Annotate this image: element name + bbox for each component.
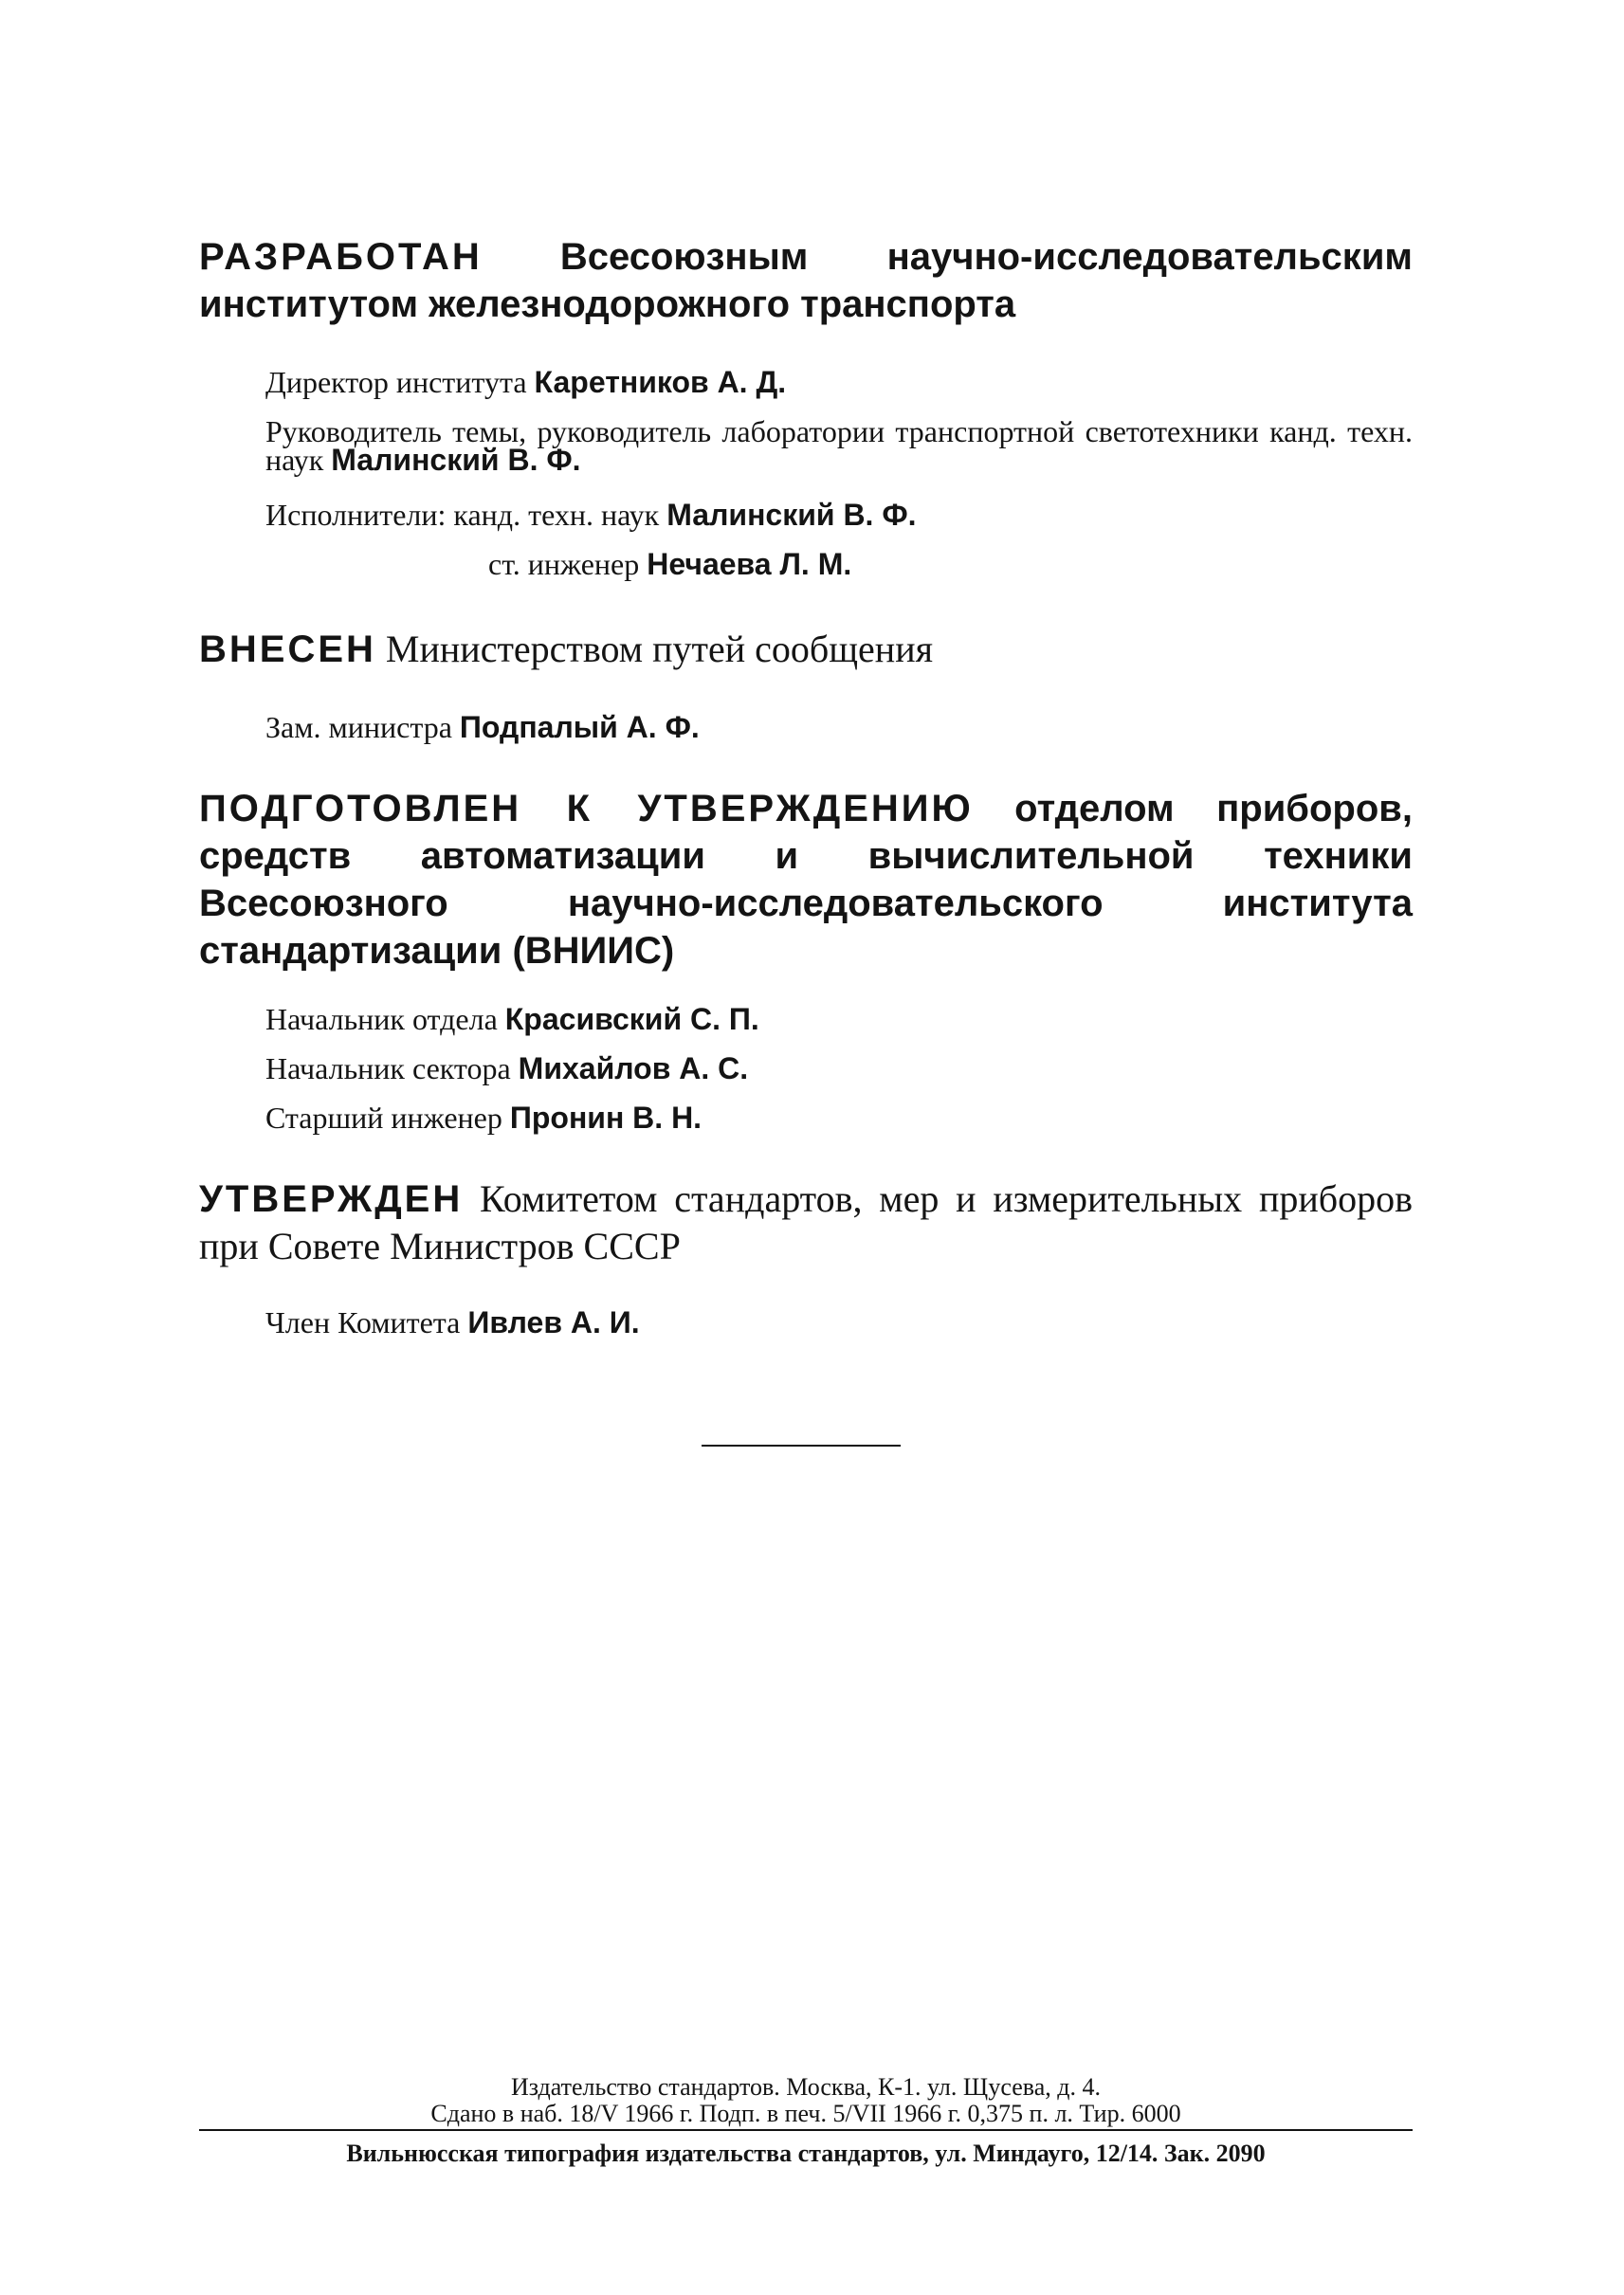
role: Старший инженер [265, 1101, 502, 1135]
section-podgotovlen-heading [199, 785, 1413, 974]
person-name: Подпалый А. Ф. [459, 710, 700, 744]
person-name: Пронин В. Н. [509, 1101, 703, 1135]
section-utverzhden-heading [199, 1175, 1413, 1270]
person-name: Ивлев А. И. [467, 1305, 640, 1339]
role: Директор института [265, 365, 527, 399]
role: Начальник сектора [265, 1051, 511, 1085]
person-name: Нечаева Л. М. [647, 547, 852, 581]
deputy-line [265, 710, 1413, 744]
executors-line-2 [488, 547, 1341, 581]
separator-rule [702, 1445, 901, 1447]
section-vnesen-heading [199, 626, 1413, 673]
member-line [265, 1305, 1413, 1339]
imprint-rule [199, 2129, 1413, 2131]
section-razrabotan-heading [199, 233, 1413, 328]
imprint-publisher: Издательство стандартов. Москва, К-1. ул. Щусева, д. 4. [510, 2073, 1102, 2101]
person-name: Малинский В. Ф. [666, 498, 917, 532]
role: Руководитель темы, руководитель лаборатории транспортной светотехники канд. техн. наук [265, 414, 1413, 477]
section-text: Комитетом стандартов, мер и измерительных приборов при Совете Министров СССР [199, 1177, 1414, 1267]
role: Зам. министра [265, 710, 452, 744]
section-title: ВНЕСЕН [199, 628, 376, 670]
person-name: Михайлов А. С. [518, 1051, 749, 1085]
section-title: УТВЕРЖДЕН [199, 1178, 464, 1220]
role: ст. инженер [488, 547, 640, 581]
leader-line [265, 414, 1413, 477]
role: Член Комитета [265, 1305, 461, 1339]
role: Начальник отдела [265, 1002, 498, 1036]
imprint-printer: Вильнюсская типография издательства стандартов, ул. Миндауго, 12/14. Зак. 2090 [346, 2140, 1266, 2167]
role: Исполнители: канд. техн. наук [265, 498, 660, 532]
person-name: Каретников А. Д. [534, 365, 787, 399]
executors-line [265, 498, 1413, 532]
section-title: РАЗРАБОТАН [199, 236, 483, 278]
engineer-line [265, 1101, 1413, 1135]
section-title: ПОДГОТОВЛЕН К УТВЕРЖДЕНИЮ [199, 788, 974, 829]
section-text: Всесоюзным научно-исследовательским институтом железнодорожного транспорта [199, 236, 1414, 325]
person-name: Красивский С. П. [504, 1002, 759, 1036]
director-line [265, 365, 1413, 399]
section-text: отделом приборов, средств автоматизации и вычислительной техники Всесоюзного научно-исследовательского института стандартизации (ВНИИС) [199, 788, 1413, 972]
head-line [265, 1002, 1413, 1036]
person-name: Малинский В. Ф. [331, 443, 581, 477]
section-text: Министерством путей сообщения [385, 628, 933, 670]
sector-line [265, 1051, 1413, 1085]
imprint-print-info: Сдано в наб. 18/V 1966 г. Подп. в печ. 5/VII 1966 г. 0,375 п. л. Тир. 6000 [430, 2100, 1181, 2127]
